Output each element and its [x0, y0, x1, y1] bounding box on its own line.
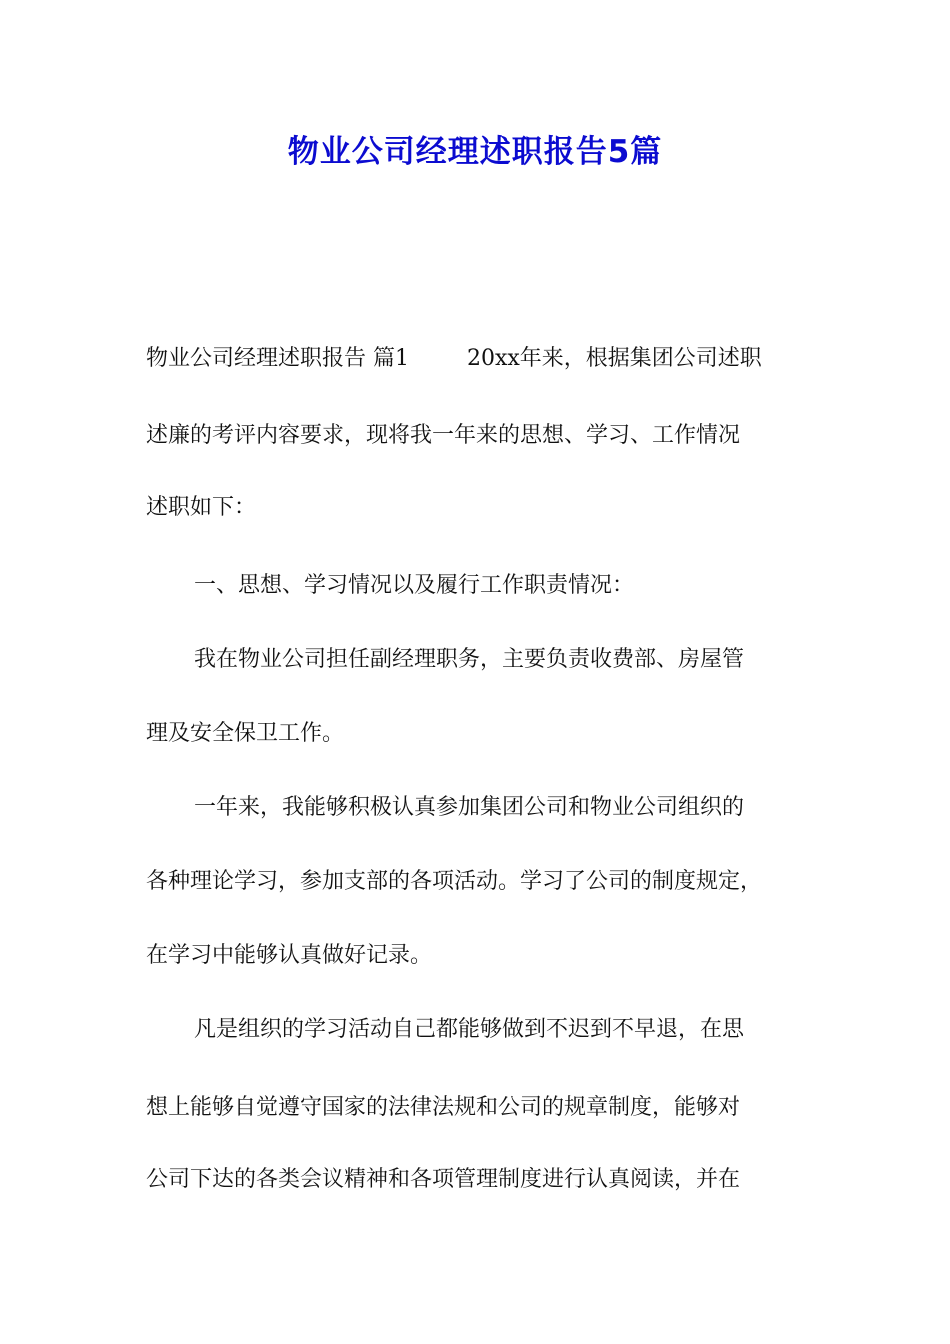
paragraph-line-5: 我在物业公司担任副经理职务，主要负责收费部、房屋管: [194, 647, 745, 672]
paragraph-text: 20xx年来，根据集团公司述职: [467, 346, 762, 371]
paragraph-line-9: 在学习中能够认真做好记录。: [146, 943, 433, 968]
paragraph-line-11: 想上能够自觉遵守国家的法律法规和公司的规章制度，能够对: [146, 1095, 741, 1120]
paragraph-line-10: 凡是组织的学习活动自己都能够做到不迟到不早退，在思: [194, 1017, 745, 1042]
document-title: 物业公司经理述职报告5篇: [287, 134, 663, 170]
report-heading: 物业公司经理述职报告 篇1: [146, 346, 409, 371]
paragraph-line-12: 公司下达的各类会议精神和各项管理制度进行认真阅读，并在: [146, 1167, 741, 1192]
paragraph-line-1: [146, 343, 806, 375]
paragraph-line-8: 各种理论学习，参加支部的各项活动。学习了公司的制度规定，: [146, 869, 763, 894]
paragraph-line-7: 一年来，我能够积极认真参加集团公司和物业公司组织的: [194, 795, 745, 820]
paragraph-line-6: 理及安全保卫工作。: [146, 721, 345, 746]
paragraph-line-2: 述廉的考评内容要求，现将我一年来的思想、学习、工作情况: [146, 423, 741, 448]
section-heading: 一、思想、学习情况以及履行工作职责情况：: [194, 573, 635, 598]
paragraph-line-3: 述职如下：: [146, 495, 257, 520]
